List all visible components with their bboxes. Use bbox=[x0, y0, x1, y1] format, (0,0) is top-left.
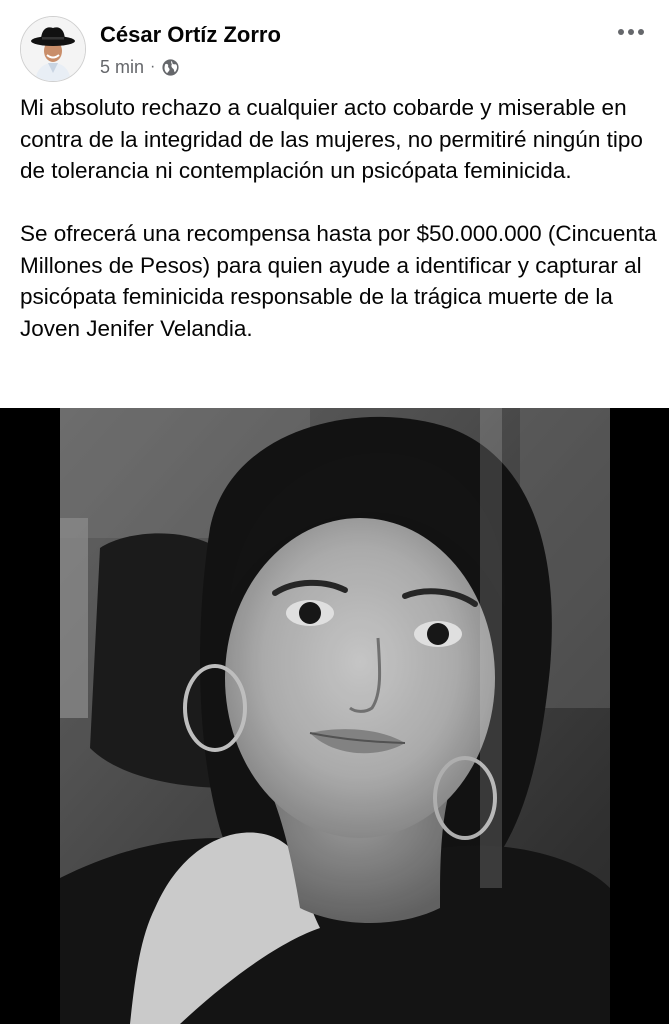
more-dot bbox=[638, 29, 644, 35]
avatar-image bbox=[21, 17, 85, 81]
post-header bbox=[0, 0, 669, 90]
more-dot bbox=[628, 29, 634, 35]
post-meta bbox=[100, 56, 180, 78]
post-paragraph: Mi absoluto rechazo a cualquier acto cobarde y miserable en contra de la integridad de las mujeres, no permitiré ningún tipo de tolerancia ni contemplación un psicópata feminicida. bbox=[20, 95, 643, 183]
more-dots-icon bbox=[618, 29, 624, 35]
portrait-photo bbox=[60, 408, 610, 1024]
author-avatar[interactable] bbox=[20, 16, 86, 82]
globe-icon[interactable] bbox=[161, 58, 180, 77]
author-name[interactable]: César Ortíz Zorro bbox=[100, 22, 281, 47]
post-timestamp[interactable]: 5 min bbox=[100, 56, 145, 77]
more-options-button[interactable] bbox=[615, 20, 647, 44]
post-photo[interactable] bbox=[60, 408, 610, 1024]
post-paragraph: Se ofrecerá una recompensa hasta por $50.000.000 (Cincuenta Millones de Pesos) para quien ayude a identificar y capturar al psicópata feminicida responsable de la trágica muerte de la Joven Jenifer Velandia. bbox=[20, 221, 657, 341]
post-body bbox=[20, 92, 660, 344]
post-photo-container[interactable] bbox=[0, 408, 669, 1024]
meta-separator: · bbox=[150, 58, 156, 75]
